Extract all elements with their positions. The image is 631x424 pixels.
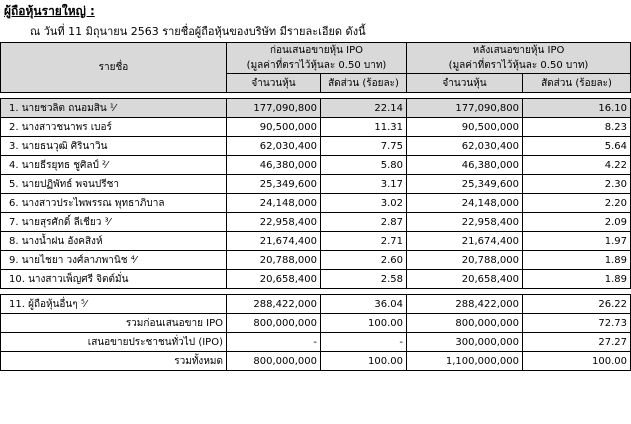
after-shares: 288,422,000	[407, 295, 523, 314]
others-name: 11. ผู้ถือหุ้นอื่นๆ ⁵⁄	[1, 295, 227, 314]
table-row	[1, 156, 631, 175]
before-pct: 100.00	[321, 314, 407, 333]
shareholder-name: 9. นายไชยา วงศ์ลาภพานิช ⁴⁄	[1, 251, 227, 270]
shareholder-name: 10. นางสาวเพ็ญศรี จิตต์มั่น	[1, 270, 227, 289]
after-shares: 90,500,000	[407, 118, 523, 137]
before-pct: 11.31	[321, 118, 407, 137]
before-pct: -	[321, 333, 407, 352]
before-shares: -	[227, 333, 321, 352]
header-after-shares: จำนวนหุ้น	[407, 74, 523, 93]
before-pct: 22.14	[321, 99, 407, 118]
table-row	[1, 99, 631, 118]
before-pct: 2.58	[321, 270, 407, 289]
after-pct: 72.73	[523, 314, 631, 333]
header-before-line1: ก่อนเสนอขายหุ้น IPO	[269, 45, 364, 56]
after-shares: 22,958,400	[407, 213, 523, 232]
before-pct: 3.17	[321, 175, 407, 194]
after-pct: 1.89	[523, 251, 631, 270]
header-before-group	[227, 43, 407, 74]
before-pct: 2.71	[321, 232, 407, 251]
before-shares: 21,674,400	[227, 232, 321, 251]
before-pct: 2.87	[321, 213, 407, 232]
after-pct: 2.30	[523, 175, 631, 194]
after-pct: 16.10	[523, 99, 631, 118]
before-pct: 3.02	[321, 194, 407, 213]
before-shares: 24,148,000	[227, 194, 321, 213]
header-name: รายชื่อ	[1, 43, 227, 93]
section-subheading: ณ วันที่ 11 มิถุนายน 2563 รายชื่อผู้ถือหุ้นของบริษัท มีรายละเอียด ดังนี้	[30, 25, 366, 38]
after-shares: 25,349,600	[407, 175, 523, 194]
shareholder-table	[0, 42, 631, 371]
before-pct: 2.60	[321, 251, 407, 270]
before-shares: 62,030,400	[227, 137, 321, 156]
before-shares: 22,958,400	[227, 213, 321, 232]
after-shares: 24,148,000	[407, 194, 523, 213]
subtotal-row	[1, 314, 631, 333]
after-shares: 300,000,000	[407, 333, 523, 352]
before-shares: 20,788,000	[227, 251, 321, 270]
header-before-line2: (มูลค่าที่ตราไว้หุ้นละ 0.50 บาท)	[246, 60, 387, 71]
before-shares: 800,000,000	[227, 352, 321, 371]
after-pct: 27.27	[523, 333, 631, 352]
total-label: รวมทั้งหมด	[1, 352, 227, 371]
ipo-row	[1, 333, 631, 352]
after-pct: 8.23	[523, 118, 631, 137]
shareholder-name: 6. นางสาวประไพพรรณ พุทธาภิบาล	[1, 194, 227, 213]
table-row	[1, 175, 631, 194]
header-after-line2: (มูลค่าที่ตราไว้หุ้นละ 0.50 บาท)	[448, 60, 589, 71]
table-row	[1, 251, 631, 270]
before-shares: 46,380,000	[227, 156, 321, 175]
before-pct: 5.80	[321, 156, 407, 175]
header-before-shares: จำนวนหุ้น	[227, 74, 321, 93]
ipo-label: เสนอขายประชาชนทั่วไป (IPO)	[1, 333, 227, 352]
shareholder-name: 8. นางน้ำฝน อังคสิงห์	[1, 232, 227, 251]
shareholder-name: 2. นางสาวชนาพร เบอร์	[1, 118, 227, 137]
after-pct: 1.89	[523, 270, 631, 289]
shareholder-name: 5. นายปฏิพัทธ์ พจนปรีชา	[1, 175, 227, 194]
before-pct: 36.04	[321, 295, 407, 314]
after-shares: 20,658,400	[407, 270, 523, 289]
shareholder-name: 3. นายธนวุฒิ ศิรินาวิน	[1, 137, 227, 156]
before-pct: 100.00	[321, 352, 407, 371]
header-after-pct: สัดส่วน (ร้อยละ)	[523, 74, 631, 93]
after-shares: 177,090,800	[407, 99, 523, 118]
after-pct: 26.22	[523, 295, 631, 314]
before-shares: 25,349,600	[227, 175, 321, 194]
subtotal-label: รวมก่อนเสนอขาย IPO	[1, 314, 227, 333]
after-pct: 100.00	[523, 352, 631, 371]
shareholder-name: 1. นายชวลิต ถนอมสิน ¹⁄	[1, 99, 227, 118]
before-shares: 20,658,400	[227, 270, 321, 289]
after-pct: 1.97	[523, 232, 631, 251]
total-row	[1, 352, 631, 371]
table-row	[1, 232, 631, 251]
table-row	[1, 270, 631, 289]
table-row	[1, 137, 631, 156]
after-shares: 21,674,400	[407, 232, 523, 251]
header-after-group	[407, 43, 631, 74]
before-shares: 90,500,000	[227, 118, 321, 137]
table-row	[1, 194, 631, 213]
after-shares: 20,788,000	[407, 251, 523, 270]
others-row	[1, 295, 631, 314]
after-shares: 1,100,000,000	[407, 352, 523, 371]
shareholder-name: 7. นายสุรศักดิ์ ลีเชียว ³⁄	[1, 213, 227, 232]
after-pct: 5.64	[523, 137, 631, 156]
after-shares: 62,030,400	[407, 137, 523, 156]
after-shares: 800,000,000	[407, 314, 523, 333]
shareholder-name: 4. นายธีรยุทธ ชูศิลป์ ²⁄	[1, 156, 227, 175]
section-heading: ผู้ถือหุ้นรายใหญ่ :	[4, 4, 95, 18]
header-before-pct: สัดส่วน (ร้อยละ)	[321, 74, 407, 93]
after-shares: 46,380,000	[407, 156, 523, 175]
before-shares: 177,090,800	[227, 99, 321, 118]
before-shares: 288,422,000	[227, 295, 321, 314]
header-after-line1: หลังเสนอขายหุ้น IPO	[472, 45, 565, 56]
before-pct: 7.75	[321, 137, 407, 156]
table-row	[1, 213, 631, 232]
after-pct: 4.22	[523, 156, 631, 175]
after-pct: 2.20	[523, 194, 631, 213]
table-row	[1, 118, 631, 137]
before-shares: 800,000,000	[227, 314, 321, 333]
after-pct: 2.09	[523, 213, 631, 232]
